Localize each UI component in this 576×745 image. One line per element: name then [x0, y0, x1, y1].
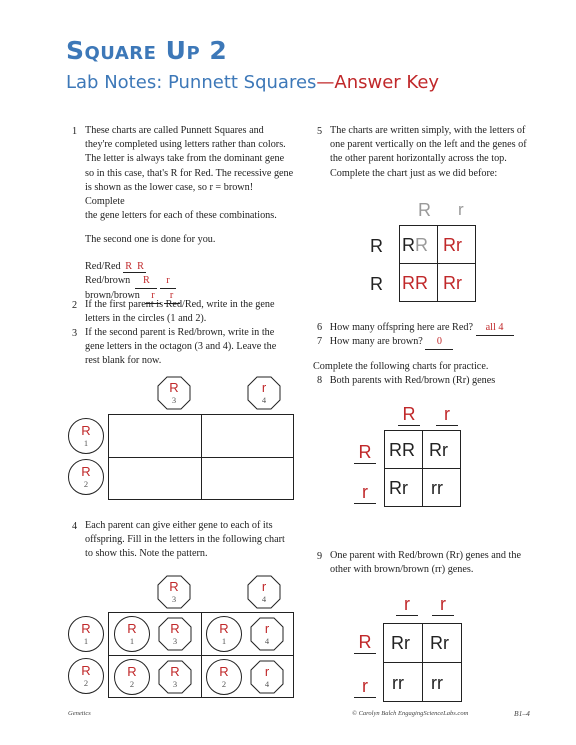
q1-line: the gene letters for each of these combinations.: [85, 210, 277, 222]
chart5-left-gene-1: R: [370, 236, 383, 256]
combo-answer: R R: [125, 260, 144, 272]
cell-answer: Rr: [391, 633, 410, 653]
combo-row-red-red: Red/Red R R: [85, 260, 144, 272]
q1-line: These charts are called Punnett Squares and: [85, 125, 264, 136]
q5-number: 5: [317, 126, 323, 137]
chart5-left-gene-2: R: [370, 274, 383, 294]
chart8-grid: [384, 430, 461, 507]
q5-text: The charts are written simply, with the letters of one parent vertically on the left and the genes of the other parent horizontally across the top. Complete the chart just as we did before:: [330, 125, 527, 179]
subtitle-answer-key: —Answer Key: [316, 72, 440, 93]
chart9-grid: [383, 623, 462, 702]
combo-row-red-brown: Red/brown R r: [85, 274, 295, 289]
combo-answer-b: r: [164, 289, 180, 304]
q1-line: The letter is always take from the dominant gene: [85, 153, 285, 165]
chart8-top-gene-1: R: [398, 404, 420, 426]
chart8-top-gene-2: r: [436, 404, 458, 426]
chart9-top-gene-2: r: [432, 594, 454, 616]
q8-text: Both parents with Red/brown (Rr) genes: [329, 375, 496, 386]
q2-text: If the first parent is Red/Red, write in the gene letters in the circles (1 and 2).: [85, 299, 275, 325]
grid-cell[interactable]: [201, 457, 294, 500]
chart9-left-gene-1: R: [354, 632, 376, 654]
cell-circle: R 1: [114, 616, 150, 652]
q8-row: 8 Both parents with Red/brown (Rr) genes: [317, 375, 496, 386]
q4-number: 4: [72, 521, 78, 532]
cell-circle: R 2: [206, 659, 242, 695]
q6-text: How many offspring here are Red?: [329, 322, 473, 333]
combo-row-brown-brown: brown/brown r r: [85, 289, 295, 304]
q1-line: so in this case, that's R for Red. The recessive gene: [85, 167, 294, 179]
cell-answer: Rr: [430, 633, 449, 653]
q1-line: is shown as the lower case, so r = brown! Complete: [85, 181, 254, 208]
grid-cell[interactable]: [108, 414, 202, 458]
cell-octagon: R 3: [158, 660, 192, 694]
q9-text: One parent with Red/brown (Rr) genes and the other with brown/brown (rr) genes.: [330, 550, 521, 576]
octagon-3: R 3: [157, 376, 191, 410]
circle-2: R 2: [68, 459, 104, 495]
chart8-left-gene-1: R: [354, 442, 376, 464]
chart9-left-gene-2: r: [354, 676, 376, 698]
chart9-top-gene-1: r: [396, 594, 418, 616]
page-title: Square Up 2: [66, 36, 228, 65]
chart8-left-gene-2: r: [354, 482, 376, 504]
footer-copyright: © Carolyn Balch EngagingScienceLabs.com: [352, 710, 469, 717]
octagon-3: R 3: [157, 575, 191, 609]
q4-text: Each parent can give either gene to each of its offspring. Fill in the letters in the following chart to show this. Note the pattern.: [85, 520, 285, 560]
q1-number: 1: [72, 126, 78, 137]
cell-answer: rr: [431, 478, 443, 498]
footer-page-number: B1–4: [514, 709, 530, 718]
chart5-grid: [399, 225, 476, 302]
cell-circle: R 2: [114, 659, 150, 695]
cell-answer: Rr: [429, 440, 448, 460]
q7-text: How many are brown?: [329, 336, 423, 347]
subtitle-main: Lab Notes: Punnett Squares: [66, 72, 317, 93]
cell-answer: RR: [389, 440, 415, 460]
cell-octagon: r 4: [250, 660, 284, 694]
q1-text: [85, 124, 295, 304]
cell-answer: Rr: [443, 235, 462, 255]
punnett-grid-filled: [108, 612, 294, 698]
q7-row: 7 How many are brown? 0: [317, 335, 557, 350]
q3-number: 3: [72, 328, 78, 339]
q9-number: 9: [317, 551, 323, 562]
practice-instructions: Complete the following charts for practice.: [313, 361, 489, 372]
cell-octagon: R 3: [158, 617, 192, 651]
cell-answer: rr: [392, 673, 404, 693]
cell-circle: R 1: [206, 616, 242, 652]
q2-number: 2: [72, 300, 78, 311]
combo-answer-a: r: [145, 289, 161, 304]
footer-subject: Genetics: [68, 710, 91, 717]
chart5-top-gene-2: r: [458, 200, 464, 219]
q7-answer: 0: [425, 335, 453, 350]
combo-answer-b: r: [160, 274, 176, 289]
cell-octagon: r 4: [250, 617, 284, 651]
circle-1: R 1: [68, 616, 104, 652]
q1-second-note: The second one is done for you.: [85, 234, 216, 246]
cell-answer: RR: [402, 235, 428, 255]
grid-cell[interactable]: [201, 414, 294, 458]
chart5-top-gene-1: R: [418, 200, 431, 220]
octagon-4: r 4: [247, 575, 281, 609]
q6-answer: all 4: [476, 321, 514, 336]
combo-answer-a: R: [135, 274, 157, 289]
cell-answer: rr: [431, 673, 443, 693]
q1-line: they're completed using letters rather than colors.: [85, 139, 286, 151]
octagon-4: r 4: [247, 376, 281, 410]
q6-row: 6 How many offspring here are Red? all 4: [317, 321, 557, 336]
page-subtitle: [66, 72, 439, 93]
cell-answer: RR: [402, 273, 428, 293]
punnett-grid-empty: [108, 414, 294, 500]
circle-2: R 2: [68, 658, 104, 694]
cell-answer: Rr: [389, 478, 408, 498]
q3-text: If the second parent is Red/brown, write in the gene letters in the octagon (3 and 4). Leave the rest blank for now.: [85, 327, 277, 367]
cell-answer: Rr: [443, 273, 462, 293]
circle-1: R 1: [68, 418, 104, 454]
grid-cell[interactable]: [108, 457, 202, 500]
